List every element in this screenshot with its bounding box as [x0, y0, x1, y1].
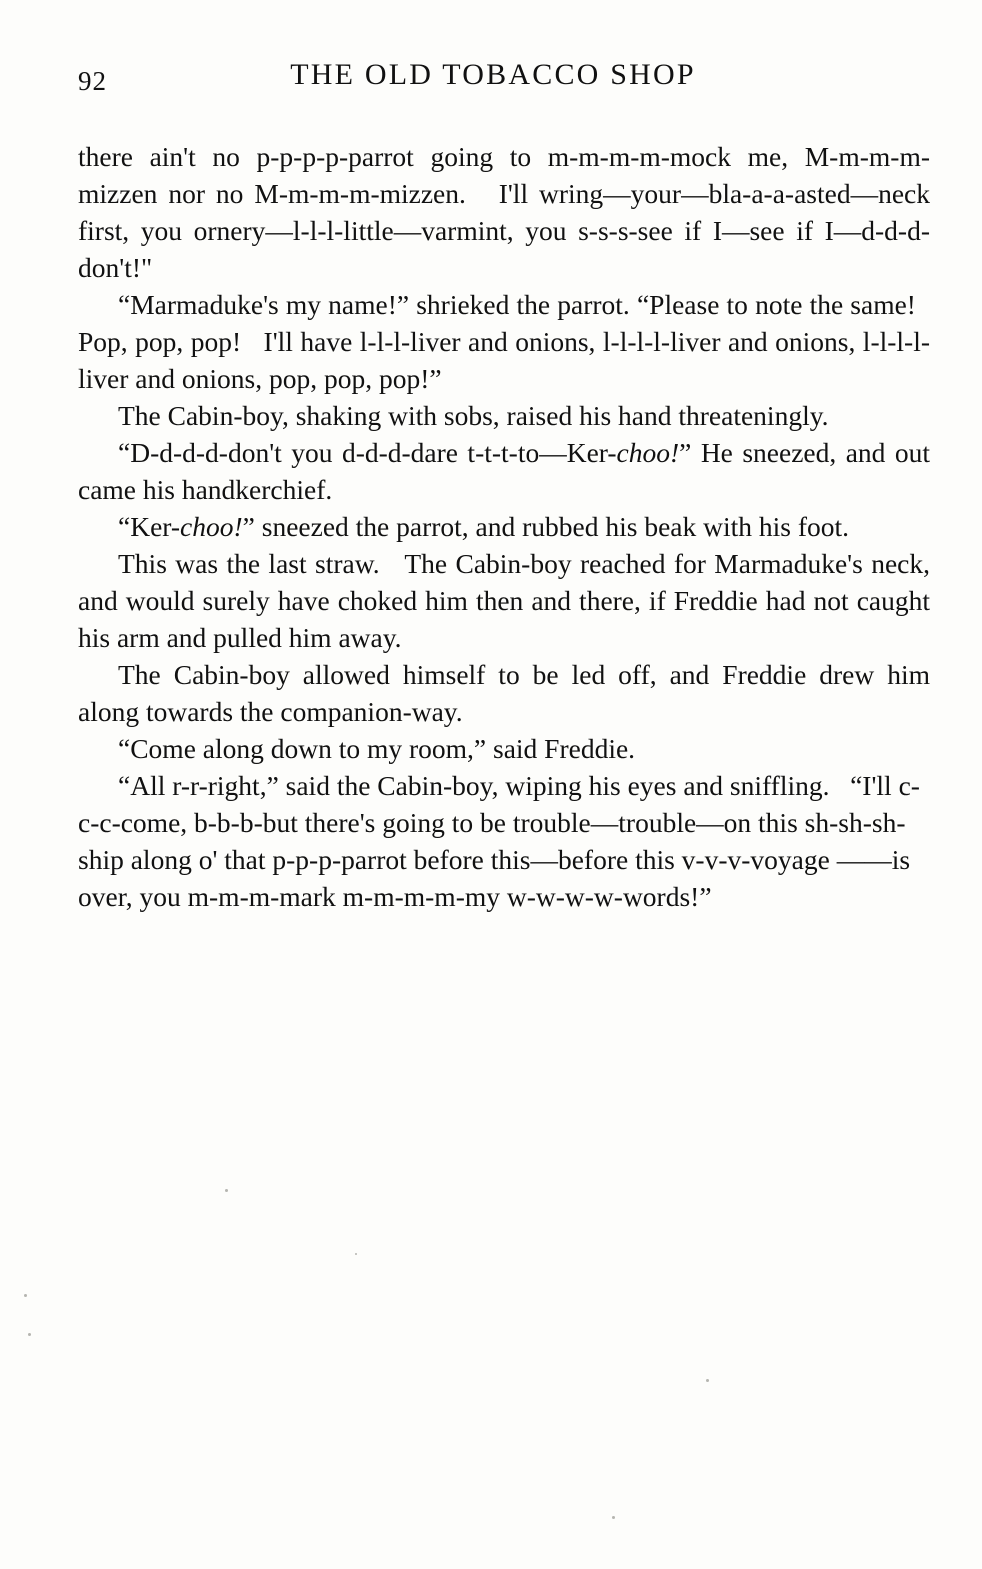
paragraph: “Marmaduke's my name!” shrieked the parrot. “Please to note the same! Pop, pop, pop! I'll have l-l-l-liver and onions, l-l-l-l-liver and onions, l-l-l-l-liver and onions, pop, pop, pop!”	[78, 289, 930, 394]
paragraph: The Cabin-boy allowed himself to be led off, and Freddie drew him along towards the companion-way.	[78, 659, 930, 727]
page-number: 92	[78, 66, 107, 96]
paragraph: there ain't no p-p-p-p-parrot going to m-m-m-m-mock me, M-m-m-m-mizzen nor no M-m-m-m-mizzen. I'll wring—your—bla-a-a-asted—neck first, you ornery—l-l-l-little—varmint, you s-s-s-see if I—see if I—d-d-d-don't!"	[78, 141, 930, 283]
print-speck	[706, 1379, 709, 1382]
paragraph: The Cabin-boy, shaking with sobs, raised his hand threateningly.	[118, 400, 829, 431]
print-speck	[28, 1333, 31, 1336]
running-title: THE OLD TOBACCO SHOP	[290, 58, 696, 91]
paragraph: “Come along down to my room,” said Freddie.	[118, 733, 636, 764]
paragraph: “All r-r-right,” said the Cabin-boy, wiping his eyes and sniffling. “I'll c-c-c-come, b-b-b-but there's going to be trouble—trouble—on this sh-sh-sh-ship along o' that p-p-p-parrot before this—before this v-v-v-voyage ——is over, you m-m-m-mark m-m-m-m-my w-w-w-w-words!”	[78, 770, 920, 912]
page-header	[78, 58, 908, 106]
print-speck	[612, 1516, 615, 1519]
body-text	[78, 138, 930, 915]
paragraph: “D-d-d-d-don't you d-d-d-dare t-t-t-to—Ker-choo!” He sneezed, and out came his handkerchief.	[78, 437, 930, 505]
print-speck	[24, 1294, 27, 1297]
paragraph: This was the last straw. The Cabin-boy reached for Marmaduke's neck, and would surely have choked him then and there, if Freddie had not caught his arm and pulled him away.	[78, 548, 930, 653]
print-speck	[355, 1253, 357, 1255]
print-speck	[225, 1189, 228, 1192]
paragraph: “Ker-choo!” sneezed the parrot, and rubbed his beak with his foot.	[118, 511, 850, 542]
